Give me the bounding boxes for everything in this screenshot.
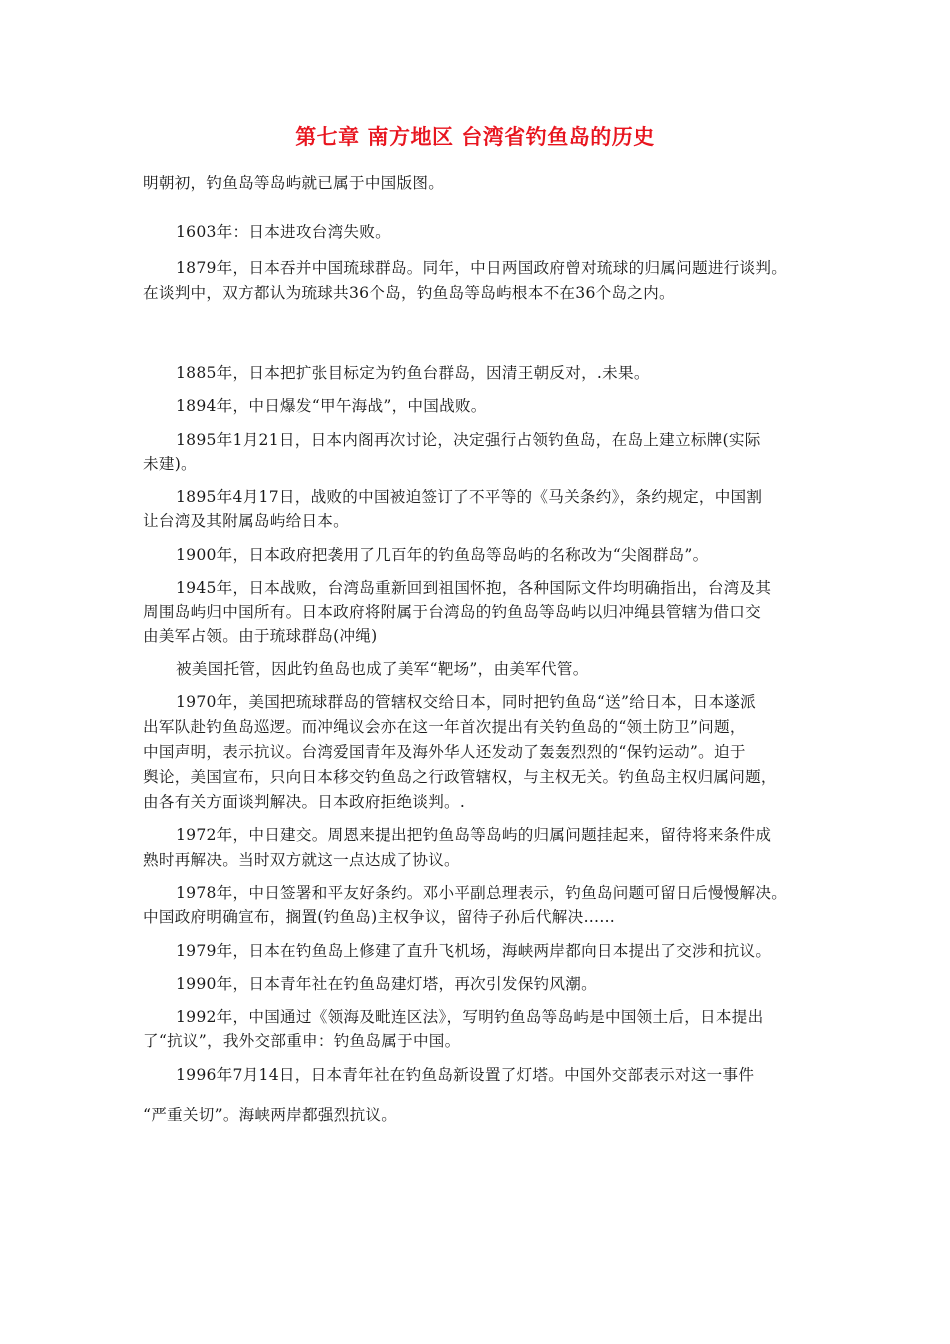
text-line: 1970年，美国把琉球群岛的管辖权交给日本，同时把钓鱼岛“送”给日本，日本遂派 [176, 693, 756, 711]
text-line: “严重关切”。海峡两岸都强烈抗议。 [143, 1106, 398, 1124]
text-line: 让台湾及其附属岛屿给日本。 [143, 512, 349, 530]
text-line: 了“抗议”，我外交部重申：钓鱼岛属于中国。 [143, 1032, 461, 1050]
page-title: 第七章 南方地区 台湾省钓鱼岛的历史 [295, 125, 655, 149]
text-line: 1894年，中日爆发“甲午海战”，中国战败。 [176, 397, 487, 415]
text-line: 1945年，日本战败，台湾岛重新回到祖国怀抱，各种国际文件均明确指出，台湾及其 [176, 579, 772, 597]
text-line: 由美军占领。由于琉球群岛(冲绳) [143, 627, 378, 645]
text-line: 1895年1月21日，日本内阁再次讨论，决定强行占领钓鱼岛，在岛上建立标牌(实际 [176, 431, 761, 449]
text-line: 1972年，中日建交。周恩来提出把钓鱼岛等岛屿的归属问题挂起来，留待将来条件成 [176, 826, 772, 844]
text-line: 中国政府明确宣布，搁置(钓鱼岛)主权争议，留待子孙后代解决…… [143, 908, 616, 926]
text-line: 1900年，日本政府把袭用了几百年的钓鱼岛等岛屿的名称改为“尖阁群岛”。 [176, 546, 709, 564]
text-line: 1895年4月17日，战败的中国被迫签订了不平等的《马关条约》，条约规定，中国割 [176, 488, 763, 506]
text-line: 1992年，中国通过《领海及毗连区法》，写明钓鱼岛等岛屿是中国领土后，日本提出 [176, 1008, 764, 1026]
text-line: 被美国托管，因此钓鱼岛也成了美军“靶场”，由美军代管。 [176, 660, 589, 678]
text-line: 周围岛屿归中国所有。日本政府将附属于台湾岛的钓鱼岛等岛屿以归冲绳县管辖为借口交 [143, 603, 761, 621]
text-line: 1879年，日本吞并中国琉球群岛。同年，中日两国政府曾对琉球的归属问题进行谈判。 [176, 259, 788, 277]
text-line: 1996年7月14日，日本青年社在钓鱼岛新设置了灯塔。中国外交部表示对这一事件 [176, 1066, 755, 1084]
text-line: 1978年，中日签署和平友好条约。邓小平副总理表示，钓鱼岛问题可留日后慢慢解决。 [176, 884, 788, 902]
text-line: 1603年：日本进攻台湾失败。 [176, 223, 391, 241]
text-line: 熟时再解决。当时双方就这一点达成了协议。 [143, 851, 460, 869]
text-line: 1979年，日本在钓鱼岛上修建了直升飞机场，海峡两岸都向日本提出了交涉和抗议。 [176, 942, 772, 960]
text-line: 1885年，日本把扩张目标定为钓鱼台群岛，因清王朝反对，.未果。 [176, 364, 650, 382]
text-line: 明朝初，钓鱼岛等岛屿就已属于中国版图。 [143, 174, 445, 192]
text-line: 中国声明，表示抗议。台湾爱国青年及海外华人还发动了轰轰烈烈的“保钓运动”。迫于 [143, 743, 746, 761]
text-line: 舆论，美国宣布，只向日本移交钓鱼岛之行政管辖权，与主权无关。钓鱼岛主权归属问题， [143, 768, 777, 786]
text-line: 出军队赴钓鱼岛巡逻。而冲绳议会亦在这一年首次提出有关钓鱼岛的“领土防卫”问题， [143, 718, 746, 736]
text-line: 1990年，日本青年社在钓鱼岛建灯塔，再次引发保钓风潮。 [176, 975, 597, 993]
text-line: 在谈判中，双方都认为琉球共36个岛，钓鱼岛等岛屿根本不在36个岛之内。 [143, 284, 675, 302]
text-line: 未建)。 [143, 455, 197, 473]
text-line: 由各有关方面谈判解决。日本政府拒绝谈判。. [143, 793, 466, 811]
